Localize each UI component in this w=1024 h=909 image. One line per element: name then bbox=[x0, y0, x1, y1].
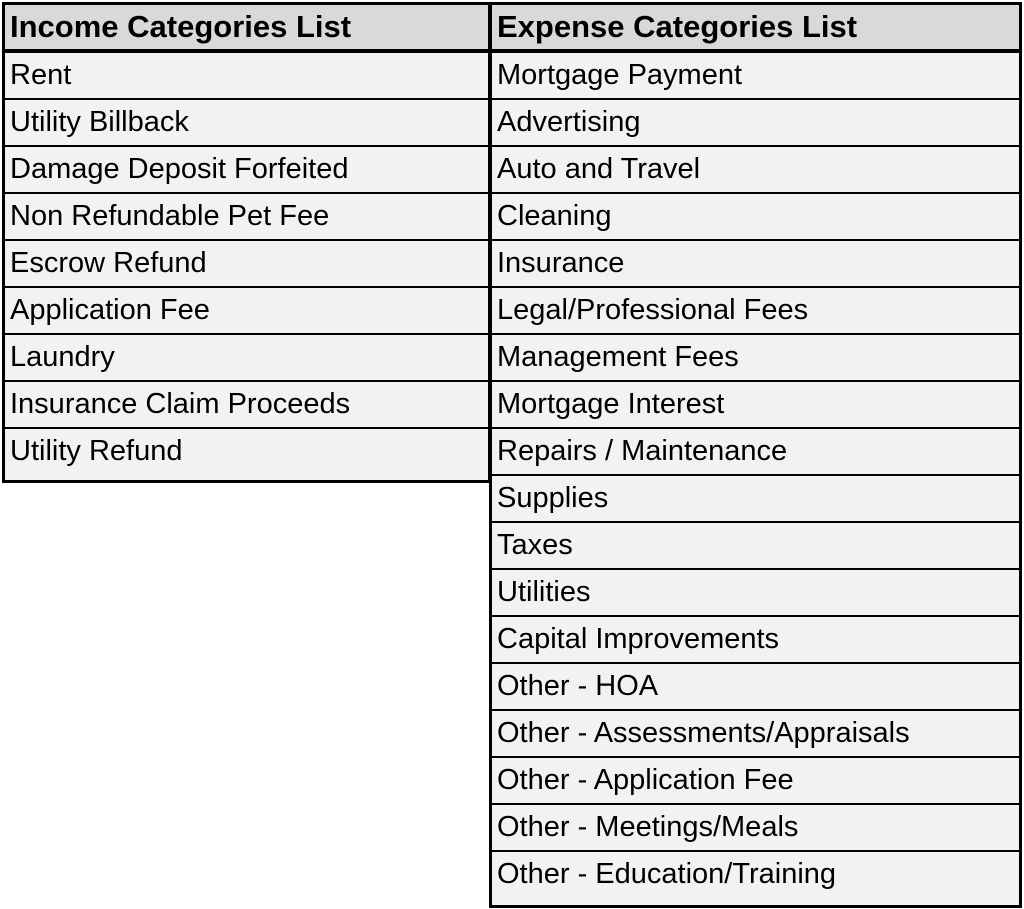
expense-category-row: Other - Education/Training bbox=[492, 852, 1019, 899]
expense-category-row: Other - Application Fee bbox=[492, 758, 1019, 805]
income-categories-table bbox=[2, 2, 491, 483]
expense-category-row: Supplies bbox=[492, 476, 1019, 523]
expense-category-row: Mortgage Payment bbox=[492, 53, 1019, 100]
income-category-row: Damage Deposit Forfeited bbox=[5, 147, 488, 194]
expense-category-row: Auto and Travel bbox=[492, 147, 1019, 194]
expense-category-row: Repairs / Maintenance bbox=[492, 429, 1019, 476]
expense-category-row: Mortgage Interest bbox=[492, 382, 1019, 429]
expense-category-row: Management Fees bbox=[492, 335, 1019, 382]
expense-category-row: Other - Assessments/Appraisals bbox=[492, 711, 1019, 758]
expense-category-row: Legal/Professional Fees bbox=[492, 288, 1019, 335]
income-category-row: Rent bbox=[5, 53, 488, 100]
income-category-row: Utility Billback bbox=[5, 100, 488, 147]
income-rows bbox=[5, 53, 488, 476]
expense-category-row: Cleaning bbox=[492, 194, 1019, 241]
income-category-row: Non Refundable Pet Fee bbox=[5, 194, 488, 241]
income-category-row: Escrow Refund bbox=[5, 241, 488, 288]
expense-category-row: Other - Meetings/Meals bbox=[492, 805, 1019, 852]
expense-category-row: Capital Improvements bbox=[492, 617, 1019, 664]
income-category-row: Laundry bbox=[5, 335, 488, 382]
expense-rows bbox=[492, 53, 1019, 899]
expense-category-row: Taxes bbox=[492, 523, 1019, 570]
expense-categories-table bbox=[489, 2, 1022, 908]
expense-category-row: Insurance bbox=[492, 241, 1019, 288]
income-header: Income Categories List bbox=[5, 5, 488, 53]
expense-category-row: Utilities bbox=[492, 570, 1019, 617]
expense-header: Expense Categories List bbox=[492, 5, 1019, 53]
income-category-row: Insurance Claim Proceeds bbox=[5, 382, 488, 429]
expense-category-row: Advertising bbox=[492, 100, 1019, 147]
income-category-row: Application Fee bbox=[5, 288, 488, 335]
expense-category-row: Other - HOA bbox=[492, 664, 1019, 711]
income-category-row: Utility Refund bbox=[5, 429, 488, 476]
